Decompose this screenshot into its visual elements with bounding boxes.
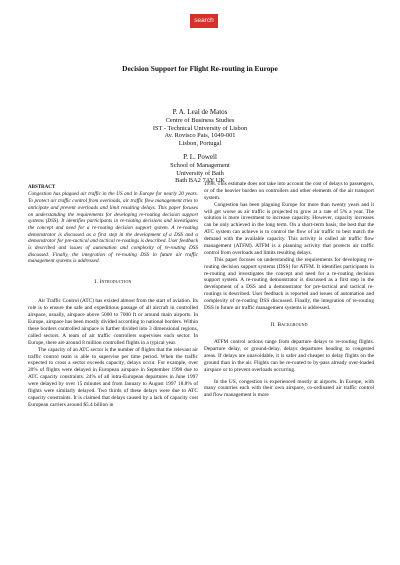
paragraph: In the US, congestion is experienced mostly at airports. In Europe, with many countries each with their own airspace, co-ordinated air traffic control and flow management is more [204,378,374,399]
section-heading-introduction: I. Introduction [94,279,132,286]
paragraph: This paper focuses on understanding the requirements for developing re-routing decision support systems (DSS) for ATFM. It identifies participants in re-routing and investigates the concept and need for a re-routing decision support system. A re-routing demonstrator is discussed as a first step in the development of a DSS and a demonstrator for pre-tactical and tactical re-routings is described. User feedback is reported and issues of automation and complexity of re-routing DSS discussed. Finally, the integration of re-routing DSS in future air traffic management systems is addressed. [204,256,374,312]
affiliation-line: University of Bath [176,169,224,177]
section-heading-background: II. Background [270,321,308,328]
paragraph: Congestion has been plaguing Europe for more than twenty years and it will get worse as air traffic is projected to grow at a rate of 5% a year. The solution is more investment to increase capacity. However, capacity increases can be only achieved in the long term. On a short-term basis, the best that the ATC system can achieve is to control the flow of air traffic to best match the demand with the available capacity. This activity is called air traffic flow management (ATFM). ATFM is a planning activity that protects air traffic control from overloads and limits resulting delays. [204,201,374,256]
author-block-1 [0,108,400,147]
paragraph: ATFM control actions range from departure delays to re-routing flights. Departure delay, or ground-delay, delays departures heading to congested areas. If delays are unavoidable, it is safer and cheaper to delay flights on the ground than in the air. Flights can be re-routed to by-pass already over-loaded airspace or to prevent overloads occurring. [204,339,374,373]
left-column [28,184,198,409]
affiliation-line: Av. Rovisco Pais, 1049-001 [164,132,236,140]
search-button[interactable]: search [190,14,218,28]
affiliation-line: IST - Technical University of Lisbon [152,124,248,132]
affiliation-line: Lisbon, Portugal [178,139,222,147]
right-column [204,181,374,399]
author-name: P. A. Leal de Matos [172,108,228,116]
affiliation-line: Centre of Business Studies [165,117,235,125]
affiliation-line: School of Management [170,162,230,170]
abstract-label: ABSTRACT [28,185,56,190]
paper-title: Decision Support for Flight Re-routing in Europe [122,64,278,73]
abstract-text: Congestion has plagued air traffic in the US and in Europe for nearly 20 years. To protect air traffic control from overloads, air traffic flow management tries to anticipate and prevent overloads and limit resulting delays. This paper focuses on understanding the requirements for developing re-routing decision support systems (DSS). It identifies participants in re-routing decisions and investigates the concept and need for a re-routing decision support system. A re-routing demonstrator is discussed as a first step in the development of a DSS and a demonstrator for pre-tactical and tactical re-routings is described. User feedback is described and issues of automation and complexity of re-routing DSS discussed. Finally, the integration of re-routing DSS in future air traffic management systems is addressed. [28,191,198,265]
paragraph: 1998. This estimate does not take into account the cost of delays to passengers, or of the heavier burden on controllers and other elements of the air transport system. [204,181,374,201]
author-name: P. L. Powell [183,153,217,161]
affiliation-line: Bath BA2 7AY UK [175,177,225,185]
paragraph: The capacity of an ATC sector is the number of flights that the relevant air traffic control team is able to supervise per time period. When the traffic expected to cross a sector exceeds capacity, delays occur. For example, over 20% of flights were delayed in European airspace in September 1998 due to ATC capacity constraints. 24% of all intra-European departures in June 1997 were delayed by over 15 minutes and from January to August 1997 18.8% of flights were similarly delayed. Two thirds of these delays were due to ATC capacity constraints. It is claimed that delays caused by a lack of capacity cost European carriers around $5.4 billion in [28,346,198,408]
abstract [28,184,198,265]
paragraph: Air Traffic Control (ATC) has existed almost from the start of aviation. Its role is to ensure the safe and expeditious passage of all aircraft in controlled airspace, usually, airspace above 5000 to 7000 ft or around main airports. In Europe, airspace has been mostly divided according to national borders. Within these borders controlled airspace is further divided into 3 dimensional regions, called sectors. A team of air traffic controllers supervises each sector. In Europe, there are around 8 million controlled flights in a typical year. [28,298,198,346]
